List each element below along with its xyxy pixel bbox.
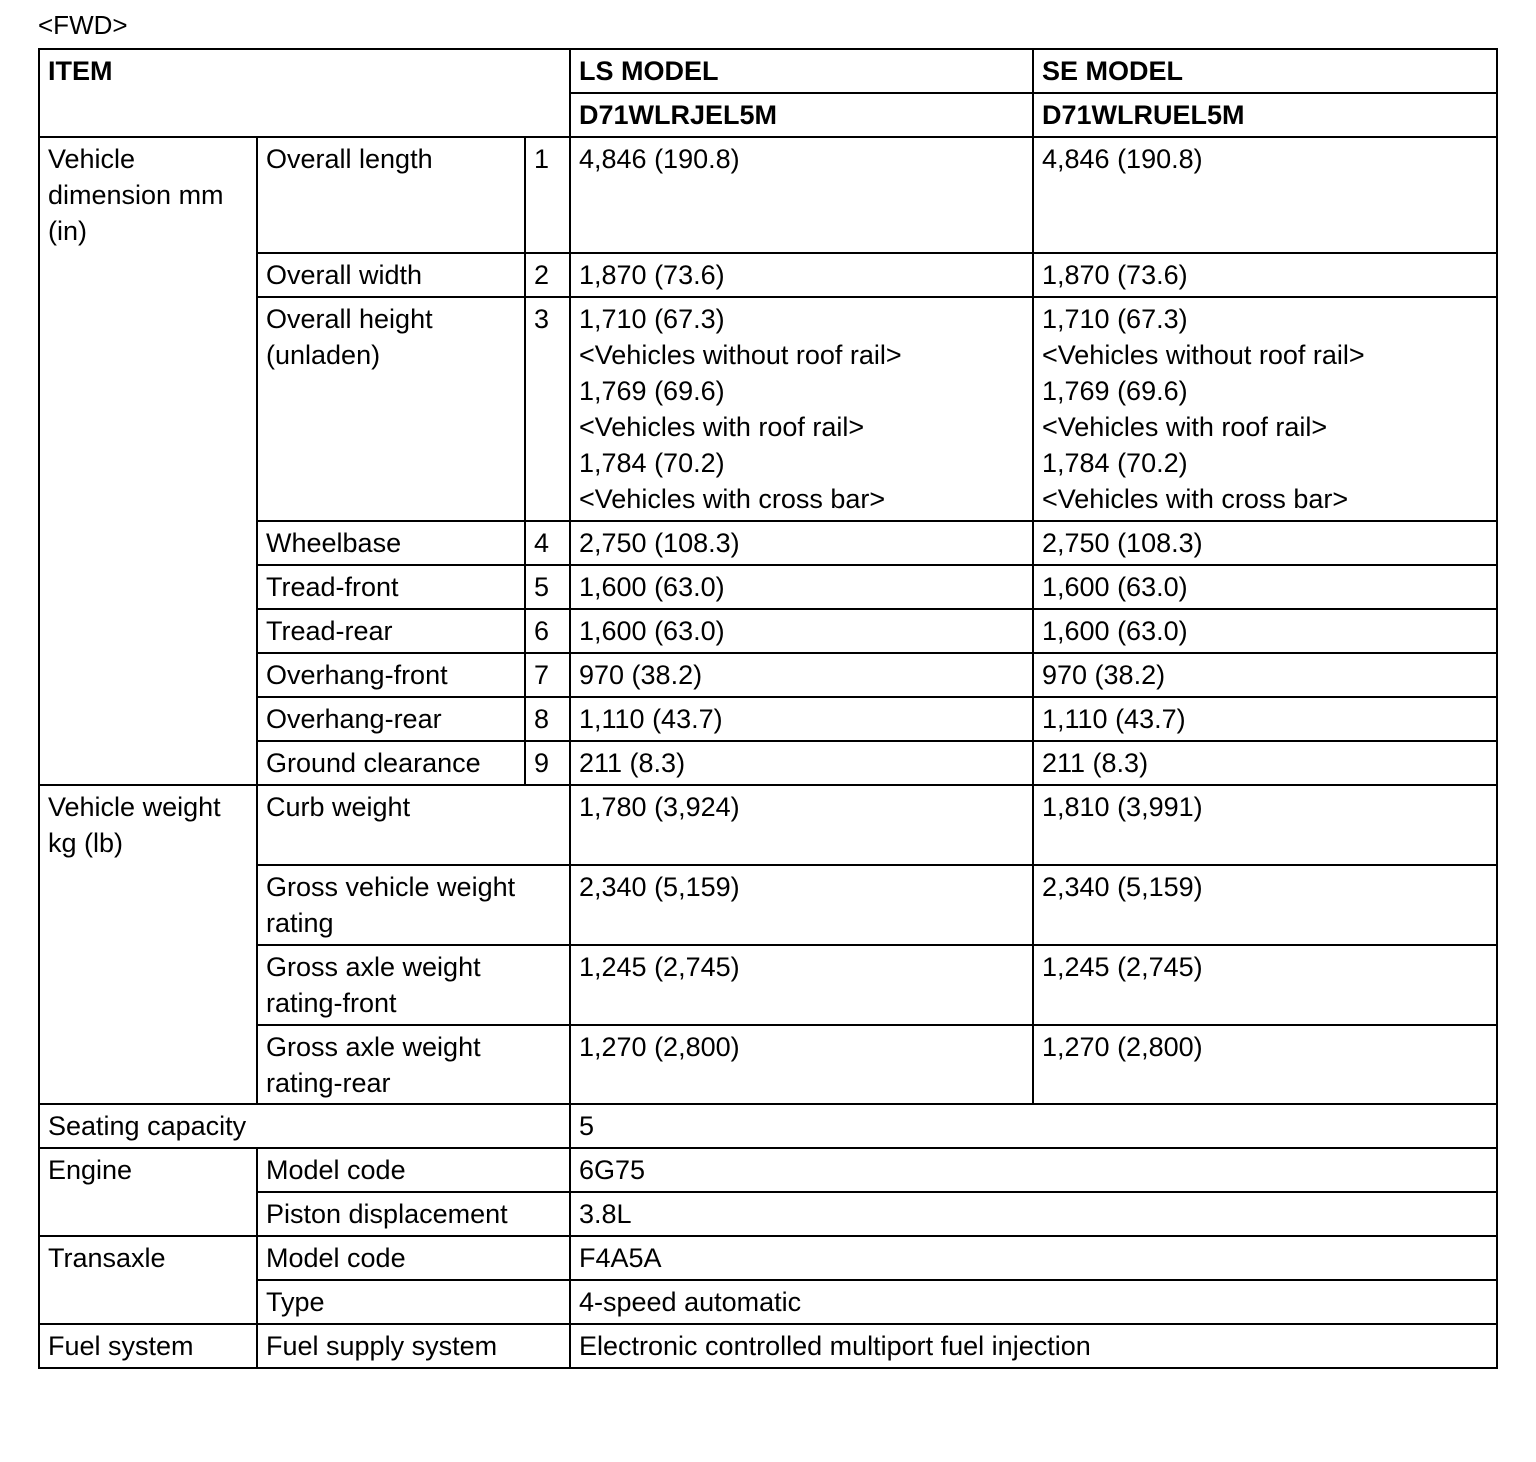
table-row [39,253,1497,297]
table-row [39,297,1497,521]
table-row [39,1104,1497,1148]
table-row [39,137,1497,253]
ls-value: 1,870 (73.6) [570,253,1033,297]
se-value: 211 (8.3) [1033,741,1497,785]
row-label: Gross axle weight rating-rear [257,1025,570,1104]
row-label: Tread-front [257,565,525,609]
table-row [39,1236,1497,1280]
item-header: ITEM [39,49,570,137]
header-row [39,49,1497,93]
ls-value: 2,340 (5,159) [570,865,1033,945]
table-row [39,1025,1497,1104]
row-label: Fuel supply system [257,1324,570,1368]
row-label: Model code [257,1236,570,1280]
se-value: 2,750 (108.3) [1033,521,1497,565]
row-label: Type [257,1280,570,1324]
ls-value: 4,846 (190.8) [570,137,1033,253]
se-value: 1,810 (3,991) [1033,785,1497,865]
ls-value: 1,270 (2,800) [570,1025,1033,1104]
value-line: <Vehicles with roof rail> [1042,412,1328,442]
row-label: Curb weight [257,785,570,865]
row-number: 2 [525,253,570,297]
ls-value: 1,110 (43.7) [570,697,1033,741]
value-line: <Vehicles without roof rail> [579,340,902,370]
engine-group-label: Engine [39,1148,257,1236]
shared-value: Electronic controlled multiport fuel injection [570,1324,1497,1368]
row-number: 3 [525,297,570,521]
ls-value: 211 (8.3) [570,741,1033,785]
row-label: Overall width [257,253,525,297]
value-line: <Vehicles with roof rail> [579,412,865,442]
table-row [39,653,1497,697]
table-row [39,865,1497,945]
value-line: <Vehicles with cross bar> [579,484,886,514]
row-label: Tread-rear [257,609,525,653]
se-value: 1,110 (43.7) [1033,697,1497,741]
row-label: Piston displacement [257,1192,570,1236]
row-label: Overhang-rear [257,697,525,741]
ls-value: 2,750 (108.3) [570,521,1033,565]
se-value: 1,870 (73.6) [1033,253,1497,297]
value-line: 1,710 (67.3) [579,304,725,334]
table-row [39,1148,1497,1192]
table-row [39,1324,1497,1368]
specification-table [38,48,1498,1369]
table-caption: <FWD> [38,10,128,40]
row-label: Overhang-front [257,653,525,697]
seating-label: Seating capacity [39,1104,570,1148]
se-value: 2,340 (5,159) [1033,865,1497,945]
se-model-code: D71WLRUEL5M [1033,93,1497,137]
se-value [1033,297,1497,521]
se-value: 1,600 (63.0) [1033,565,1497,609]
value-line: 1,784 (70.2) [1042,448,1188,478]
ls-value: 1,600 (63.0) [570,609,1033,653]
ls-model-header: LS MODEL [570,49,1033,93]
se-value: 4,846 (190.8) [1033,137,1497,253]
ls-value: 1,600 (63.0) [570,565,1033,609]
row-number: 6 [525,609,570,653]
row-number: 5 [525,565,570,609]
weight-group-label: Vehicle weight kg (lb) [39,785,257,1104]
value-line: 1,710 (67.3) [1042,304,1188,334]
se-value: 1,245 (2,745) [1033,945,1497,1025]
shared-value: 4-speed automatic [570,1280,1497,1324]
row-number: 8 [525,697,570,741]
table-row [39,697,1497,741]
row-number: 9 [525,741,570,785]
table-row [39,1280,1497,1324]
value-line: 1,769 (69.6) [579,376,725,406]
row-label: Gross vehicle weight rating [257,865,570,945]
value-line: 1,769 (69.6) [1042,376,1188,406]
se-value: 1,270 (2,800) [1033,1025,1497,1104]
se-value: 1,600 (63.0) [1033,609,1497,653]
ls-value: 970 (38.2) [570,653,1033,697]
table-row [39,521,1497,565]
shared-value: 3.8L [570,1192,1497,1236]
row-label: Overall length [257,137,525,253]
se-model-header: SE MODEL [1033,49,1497,93]
table-row [39,785,1497,865]
shared-value: 6G75 [570,1148,1497,1192]
seating-value: 5 [570,1104,1497,1148]
shared-value: F4A5A [570,1236,1497,1280]
row-label: Model code [257,1148,570,1192]
table-row [39,741,1497,785]
dimension-group-label: Vehicle dimension mm (in) [39,137,257,785]
row-label: Overall height (unladen) [257,297,525,521]
ls-value: 1,245 (2,745) [570,945,1033,1025]
value-line: 1,784 (70.2) [579,448,725,478]
table-row [39,565,1497,609]
ls-value: 1,780 (3,924) [570,785,1033,865]
fuel-group-label: Fuel system [39,1324,257,1368]
row-number: 7 [525,653,570,697]
table-row [39,1192,1497,1236]
row-label: Wheelbase [257,521,525,565]
row-label: Ground clearance [257,741,525,785]
table-row [39,945,1497,1025]
se-value: 970 (38.2) [1033,653,1497,697]
row-number: 4 [525,521,570,565]
row-number: 1 [525,137,570,253]
row-label: Gross axle weight rating-front [257,945,570,1025]
ls-value [570,297,1033,521]
transaxle-group-label: Transaxle [39,1236,257,1324]
table-row [39,609,1497,653]
value-line: <Vehicles without roof rail> [1042,340,1365,370]
ls-model-code: D71WLRJEL5M [570,93,1033,137]
value-line: <Vehicles with cross bar> [1042,484,1349,514]
